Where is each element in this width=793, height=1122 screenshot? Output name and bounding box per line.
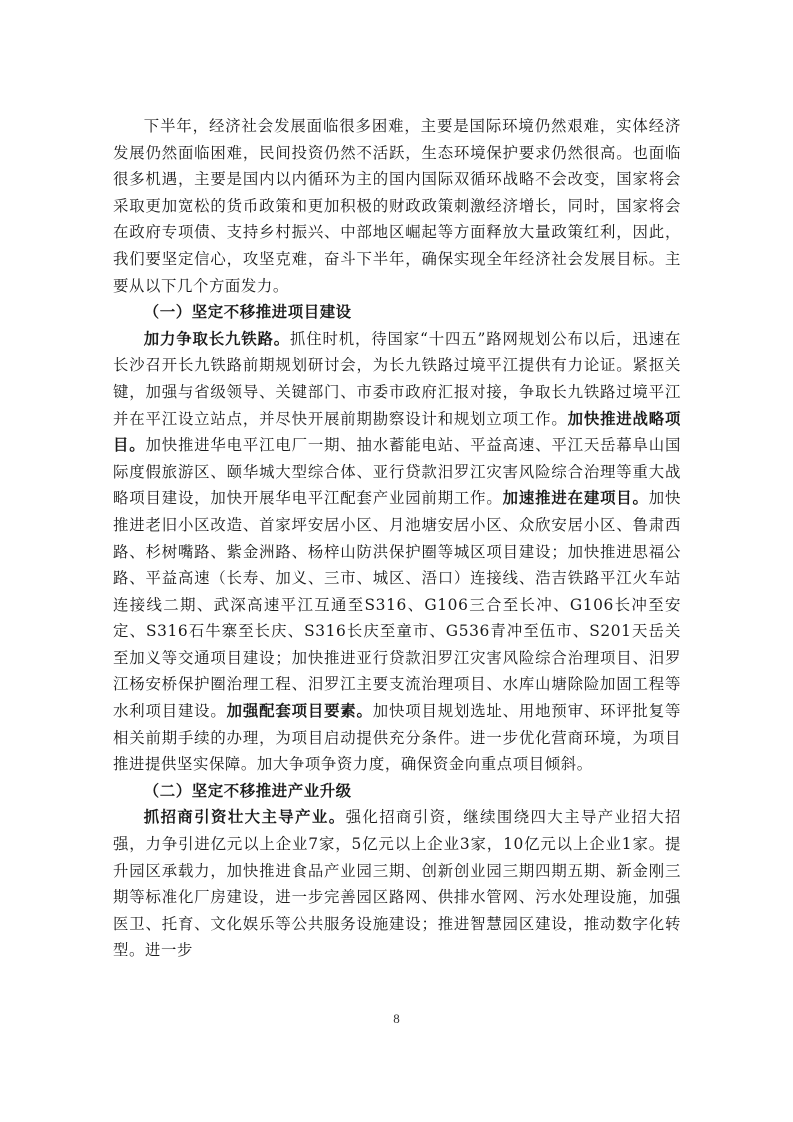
lead-ongoing-projects: 加速推进在建项目。 xyxy=(502,489,649,508)
page-number: 8 xyxy=(393,1011,400,1026)
intro-text: 下半年，经济社会发展面临很多困难，主要是国际环境仍然艰难，实体经济发展仍然面临困难，民间投资仍然不活跃，生态环境保护要求仍然很高。也面临很多机遇，主要是国内以内循环为主的国内国际双循环战略不会改变，国家将会采取更加宽松的货币政策和更加积极的财政政策刺激经济增长，同时，国家将会在政府专项债、支持乡村振兴、中部地区崛起等方面释放大量政策红利，因此，我们要坚定信心，攻坚克难，奋斗下半年，确保实现全年经济社会发展目标。主要从以下几个方面发力。 xyxy=(113,117,681,295)
lead-supporting-elements: 加强配套项目要素。 xyxy=(226,702,373,721)
ongoing-projects-text: 加快推进老旧小区改造、首家坪安居小区、月池塘安居小区、众欣安居小区、鲁肃西路、杉树嘴路、紫金洲路、杨梓山防洪保护圈等城区项目建设；加快推进思福公路、平益高速（长寿、加义、三市、城区、浯口）连接线、浩吉铁路平江火车站连接线二期、武深高速平江互通至S316、G106三合至长冲、G106长冲至安定、S316石牛寨至长庆、S316长庆至童市、G536青冲至伍市、S201天岳关至加义等交通项目建设；加快推进亚行贷款汨罗江灾害风险综合治理项目、汨罗江杨安桥保护圈治理工程、汨罗江主要支流治理项目、水库山塘除险加固工程等水利项目建设。 xyxy=(113,489,682,721)
lead-railway: 加力争取长九铁路。 xyxy=(143,329,291,348)
intro-paragraph xyxy=(113,113,681,299)
section-heading-project-construction: （一）坚定不移推进项目建设 xyxy=(143,303,352,322)
investment-attraction-text: 强化招商引资，继续围绕四大主导产业招大招强，力争引进亿元以上企业7家，5亿元以上企业3家，10亿元以上企业1家。提升园区承载力，加快推进食品产业园三期、创新创业园三期四期五期、新金刚三期等标准化厂房建设，进一步完善园区路网、供排水管网、污水处理设施，加强医卫、托育、文化娱乐等公共服务设施建设；推进智慧园区建设，推动数字化转型。进一步 xyxy=(113,808,681,960)
document-body xyxy=(113,113,681,964)
lead-investment-attraction: 抓招商引资壮大主导产业。 xyxy=(143,808,346,827)
lead-strategic-projects: 加快推进战略项目。 xyxy=(113,409,681,455)
supporting-elements-text: 加快项目规划选址、用地预审、环评批复等相关前期手续的办理，为项目启动提供充分条件。进一步优化营商环境，为项目推进提供坚实保障。加大争项争资力度，确保资金向重点项目倾斜。 xyxy=(113,702,682,774)
project-construction-paragraph xyxy=(113,326,681,778)
railway-text: 抓住时机，待国家“十四五”路网规划公布以后，迅速在长沙召开长九铁路前期规划研讨会，为长九铁路过境平江提供有力论证。紧抠关键，加强与省级领导、关键部门、市委市政府汇报对接，争取长九铁路过境平江并在平江设立站点，并尽快开展前期勘察设计和规划立项工作。 xyxy=(113,329,681,428)
section-heading-industrial-upgrade: （二）坚定不移推进产业升级 xyxy=(143,781,352,800)
industrial-upgrade-paragraph xyxy=(113,804,681,964)
strategic-projects-text: 加快推进华电平江电厂一期、抽水蓄能电站、平益高速、平江天岳幕阜山国际度假旅游区、颐华城大型综合体、亚行贷款汨罗江灾害风险综合治理等重大战略项目建设，加快开展华电平江配套产业园前期工作。 xyxy=(113,436,681,508)
